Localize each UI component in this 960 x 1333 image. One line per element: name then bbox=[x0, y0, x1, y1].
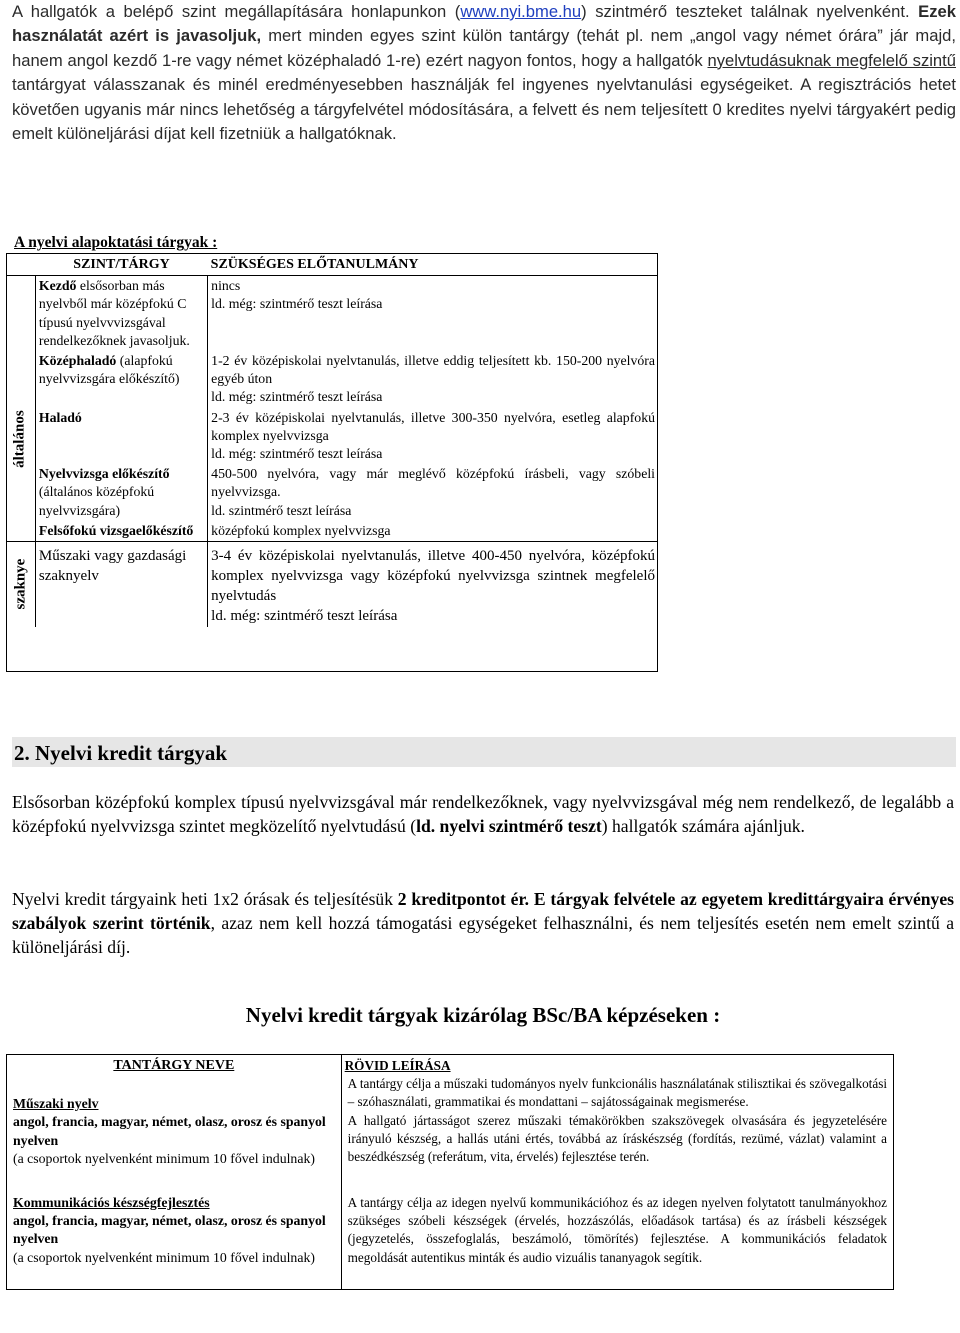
level-name: Felsőfokú vizsgaelőkészítő bbox=[38, 522, 194, 538]
requirement-text: nincs bbox=[211, 278, 241, 294]
credit-courses-table bbox=[6, 1054, 894, 1290]
group-label-special: szaknye bbox=[11, 558, 28, 610]
requirement-text: 2-3 év középiskolai nyelvtanulás, illetve 300-350 nyelvóra, esetleg alapfokú komplex nyelvvizsga bbox=[211, 409, 655, 443]
requirement-ref: ld. szintmérő teszt leírása bbox=[211, 502, 352, 518]
table-row bbox=[6, 276, 658, 351]
level-note: elsősorban más nyelvből már középfokú C típusú nyelvvvizsgával rendelkezőknek javasoljuk. bbox=[38, 278, 190, 348]
table-row bbox=[7, 1075, 894, 1168]
table-row bbox=[6, 542, 658, 628]
group-label-general: általános bbox=[11, 410, 28, 468]
requirement-ref: ld. még: szintmérő teszt leírása bbox=[211, 296, 383, 312]
course-languages: angol, francia, magyar, német, olasz, orosz és spanyol nyelven bbox=[13, 1114, 326, 1148]
requirement-text: 450-500 nyelvóra, vagy már meglévő középfokú írásbeli, vagy szóbeli nyelvvizsga. bbox=[211, 466, 655, 500]
intro-bold: Ezek használatát azért is javasoljuk, bbox=[12, 2, 956, 46]
intro-underline: nyelvtudásuknak megfelelő szintű bbox=[707, 50, 956, 70]
course-languages: angol, francia, magyar, német, olasz, orosz és spanyol nyelven bbox=[13, 1213, 326, 1247]
section-paragraph-1: Elsősorban középfokú komplex típusú nyelvvizsgával már rendelkezőknek, vagy nyelvvizsgával még nem rendelkező, de legalább a középfokú nyelvvizsga szintet megközelítő nyelvtudású (ld. nyelvi szintmérő teszt) hallgatók számára ajánljuk. bbox=[12, 792, 954, 836]
requirement-text: 3-4 év középiskolai nyelvtanulás, illetve 400-450 nyelvóra, középfokú komplex nyelvvizsga vagy középfokú nyelvvizsga szintnek megfelelő nyelvtudás bbox=[211, 548, 655, 605]
level-note: (általános középfokú nyelvvizsgára) bbox=[38, 484, 155, 518]
table-row bbox=[6, 521, 658, 542]
section-paragraph-2: Nyelvi kredit tárgyaink heti 1x2 órásak és teljesítésük 2 kreditpontot ér. E tárgyak felvétele az egyetem kredittárgyaira érvényes szabályok szerint történik, azaz nem kell hozzá támogatási egységeket felhasználni, és nem teljesítés esetén nem emelt szintű a különeljárási díj. bbox=[12, 889, 954, 957]
requirement-ref: ld. még: szintmérő teszt leírása bbox=[211, 608, 398, 625]
intro-text-1: A hallgatók a belépő szint megállapítására honlapunkon ( bbox=[12, 2, 461, 21]
course-note: (a csoportok nyelvenként minimum 10 fővel indulnak) bbox=[13, 1150, 315, 1166]
level-note: (alapfokú nyelvvizsgára előkészítő) bbox=[38, 353, 180, 387]
header-level: SZINT/TÁRGY bbox=[35, 253, 207, 276]
requirement-ref: ld. még: szintmérő teszt leírása bbox=[211, 446, 383, 462]
requirement-text: 1-2 év középiskolai nyelvtanulás, illetve eddig teljesített kb. 150-200 nyelvóra egyéb úton bbox=[211, 353, 655, 387]
website-link[interactable]: www.nyi.bme.hu bbox=[460, 2, 582, 21]
course-name: Műszaki nyelv bbox=[13, 1096, 99, 1112]
requirement-ref: ld. még: szintmérő teszt leírása bbox=[211, 389, 383, 405]
level-name: Nyelvvizsga előkészítő bbox=[38, 466, 170, 482]
header-course-name: TANTÁRGY NEVE bbox=[7, 1055, 342, 1076]
group-cell-special bbox=[6, 542, 35, 628]
level-name: Műszaki vagy gazdasági szaknyelv bbox=[38, 548, 187, 585]
level-name: Haladó bbox=[38, 409, 82, 425]
level-name: Középhaladó bbox=[38, 353, 117, 369]
group-cell-general bbox=[6, 276, 35, 542]
intro-paragraph bbox=[12, 0, 956, 146]
table-row bbox=[6, 408, 658, 465]
course-description: A tantárgy célja az idegen nyelvű kommunikációhoz és az idegen nyelven folytatott tanulmányokhoz szükséges szóbeli készségek (érvelés, hozzászólás, előadások tartása) és az írásbeli készségek (jegyzetelés, összefoglalás, beszámoló, tömörítés) fejlesztése. A kommunikációs feladatok megoldását autentikus minták és audio vizuális tananyagok segítik. bbox=[347, 1195, 887, 1265]
course-description: A tantárgy célja a műszaki tudományos nyelv funkcionális használatának stilisztikai és szövegalkotási – szóhasználati, grammatikai és mondattani – sajátosságainak megismerése. bbox=[347, 1076, 887, 1110]
table-row bbox=[6, 351, 658, 408]
intro-text-2: ) szintmérő teszteket találnak nyelvenként. bbox=[581, 2, 919, 21]
requirement-text: középfokú komplex nyelvvizsga bbox=[211, 522, 391, 538]
basic-courses-table bbox=[6, 253, 658, 627]
header-short-description: RÖVID LEÍRÁSA bbox=[344, 1058, 451, 1073]
table1-title: A nyelvi alapoktatási tárgyak : bbox=[14, 234, 218, 251]
intro-text-4: tantárgyat válasszanak és minél eredményesebben használják fel ingyenes nyelvtanulási egységeiket. A regisztrációs hetet követően ugyanis már nincs lehetőség a tárgyfelvétel módosítására, a felvett és nem teljesített 0 kredites nyelvi tárgyakért pedig emelt különeljárási díjat kell fizetniük a hallgatóknak. bbox=[12, 75, 956, 144]
course-name: Kommunikációs készségfejlesztés bbox=[13, 1195, 210, 1211]
section-heading: 2. Nyelvi kredit tárgyak bbox=[12, 737, 956, 767]
level-name: Kezdő bbox=[38, 278, 77, 294]
header-requirements: SZÜKSÉGES ELŐTANULMÁNY bbox=[208, 253, 658, 276]
table-row bbox=[7, 1194, 894, 1289]
course-description: A hallgató jártasságot szerez műszaki témakörökben szakszövegek olvasására és jegyzetelésére irányuló készség, a hallás utáni értés, továbbá az íráskészség (fordítás, rezümé, vázlat) valamint a beszédkészség (referátum, vita, érvelés) fejlesztése terén. bbox=[347, 1112, 887, 1165]
course-note: (a csoportok nyelvenként minimum 10 fővel indulnak) bbox=[13, 1249, 315, 1265]
table2-title: Nyelvi kredit tárgyak kizárólag BSc/BA képzéseken : bbox=[245, 1003, 721, 1027]
table-row bbox=[6, 464, 658, 521]
level-test-reference: ld. nyelvi szintmérő teszt bbox=[416, 816, 602, 836]
intro-text-3: mert minden egyes szint külön tantárgy (tehát pl. nem „angol vagy német órára” jár majd, hanem angol kezdő 1-re vagy német középhaladó 1-re) ezért nagyon fontos, hogy a hallgatók bbox=[12, 26, 957, 70]
